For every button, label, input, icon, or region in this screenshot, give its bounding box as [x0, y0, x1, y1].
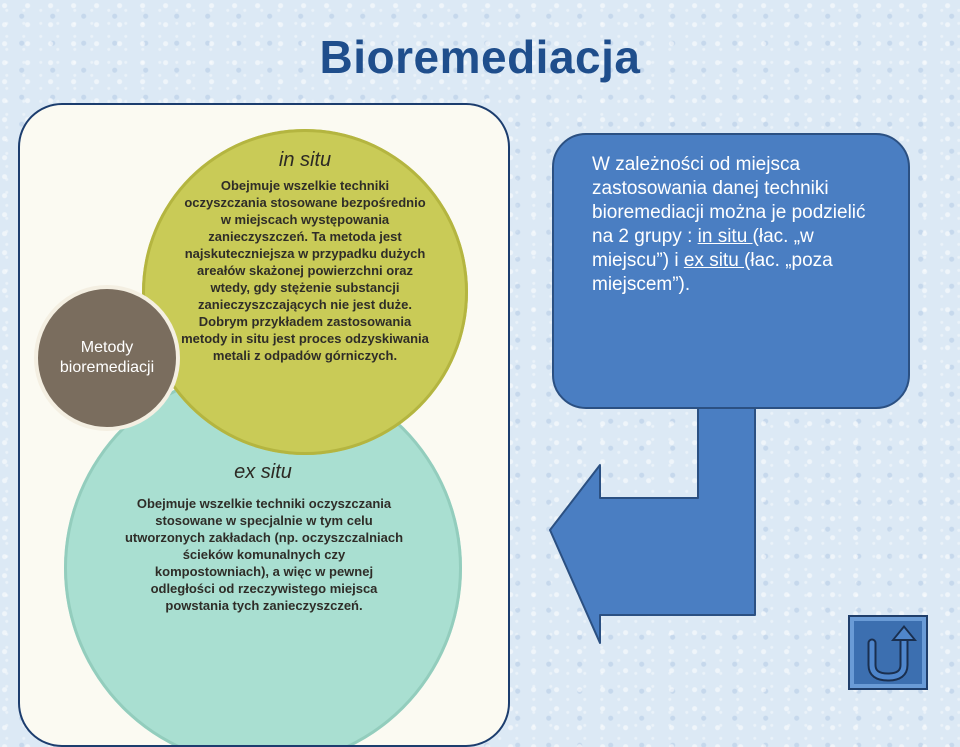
ex-situ-description: Obejmuje wszelkie techniki oczyszczania stosowane w specjalnie w tym celu utworzonych zakładach (np. oczyszczalniach ścieków komunalnych czy kompostowniach), a więc w pewnej odległości od rzeczywistego miejsca powstania tych zanieczyszczeń. — [124, 496, 404, 613]
methods-center-label: Metody bioremediacji — [59, 339, 155, 376]
slide-title: Bioremediacja — [319, 31, 641, 83]
in-situ-heading: in situ — [278, 149, 332, 171]
in-situ-description: Obejmuje wszelkie techniki oczyszczania stosowane bezpośrednio w miejscach występowania zanieczyszczeń. Ta metoda jest najskuteczniejsza w przypadku dużych areałów skażonej powierzchni oraz wtedy, gdy stężenie substancji zanieczyszczających nie jest duże. Dobrym przykładem zastosowania metody in situ jest proces odzyskiwania metali z odpadów górniczych. — [181, 178, 429, 363]
term-ex-situ: ex situ — [683, 250, 745, 271]
callout-intro: W zależności od miejsca zastosowania danej techniki bioremediacji można je podzielić na 2 grupy : — [592, 154, 866, 247]
groups-callout — [552, 133, 910, 409]
return-button[interactable] — [848, 615, 928, 690]
ex-situ-heading: ex situ — [234, 461, 292, 483]
gloss-ex-situ: (łac. „poza miejscem”). — [592, 250, 833, 295]
term-in-situ: in situ — [697, 226, 753, 247]
u-turn-return-icon — [850, 617, 926, 688]
gloss-in-situ: (łac. „w miejscu”) i — [592, 226, 814, 271]
